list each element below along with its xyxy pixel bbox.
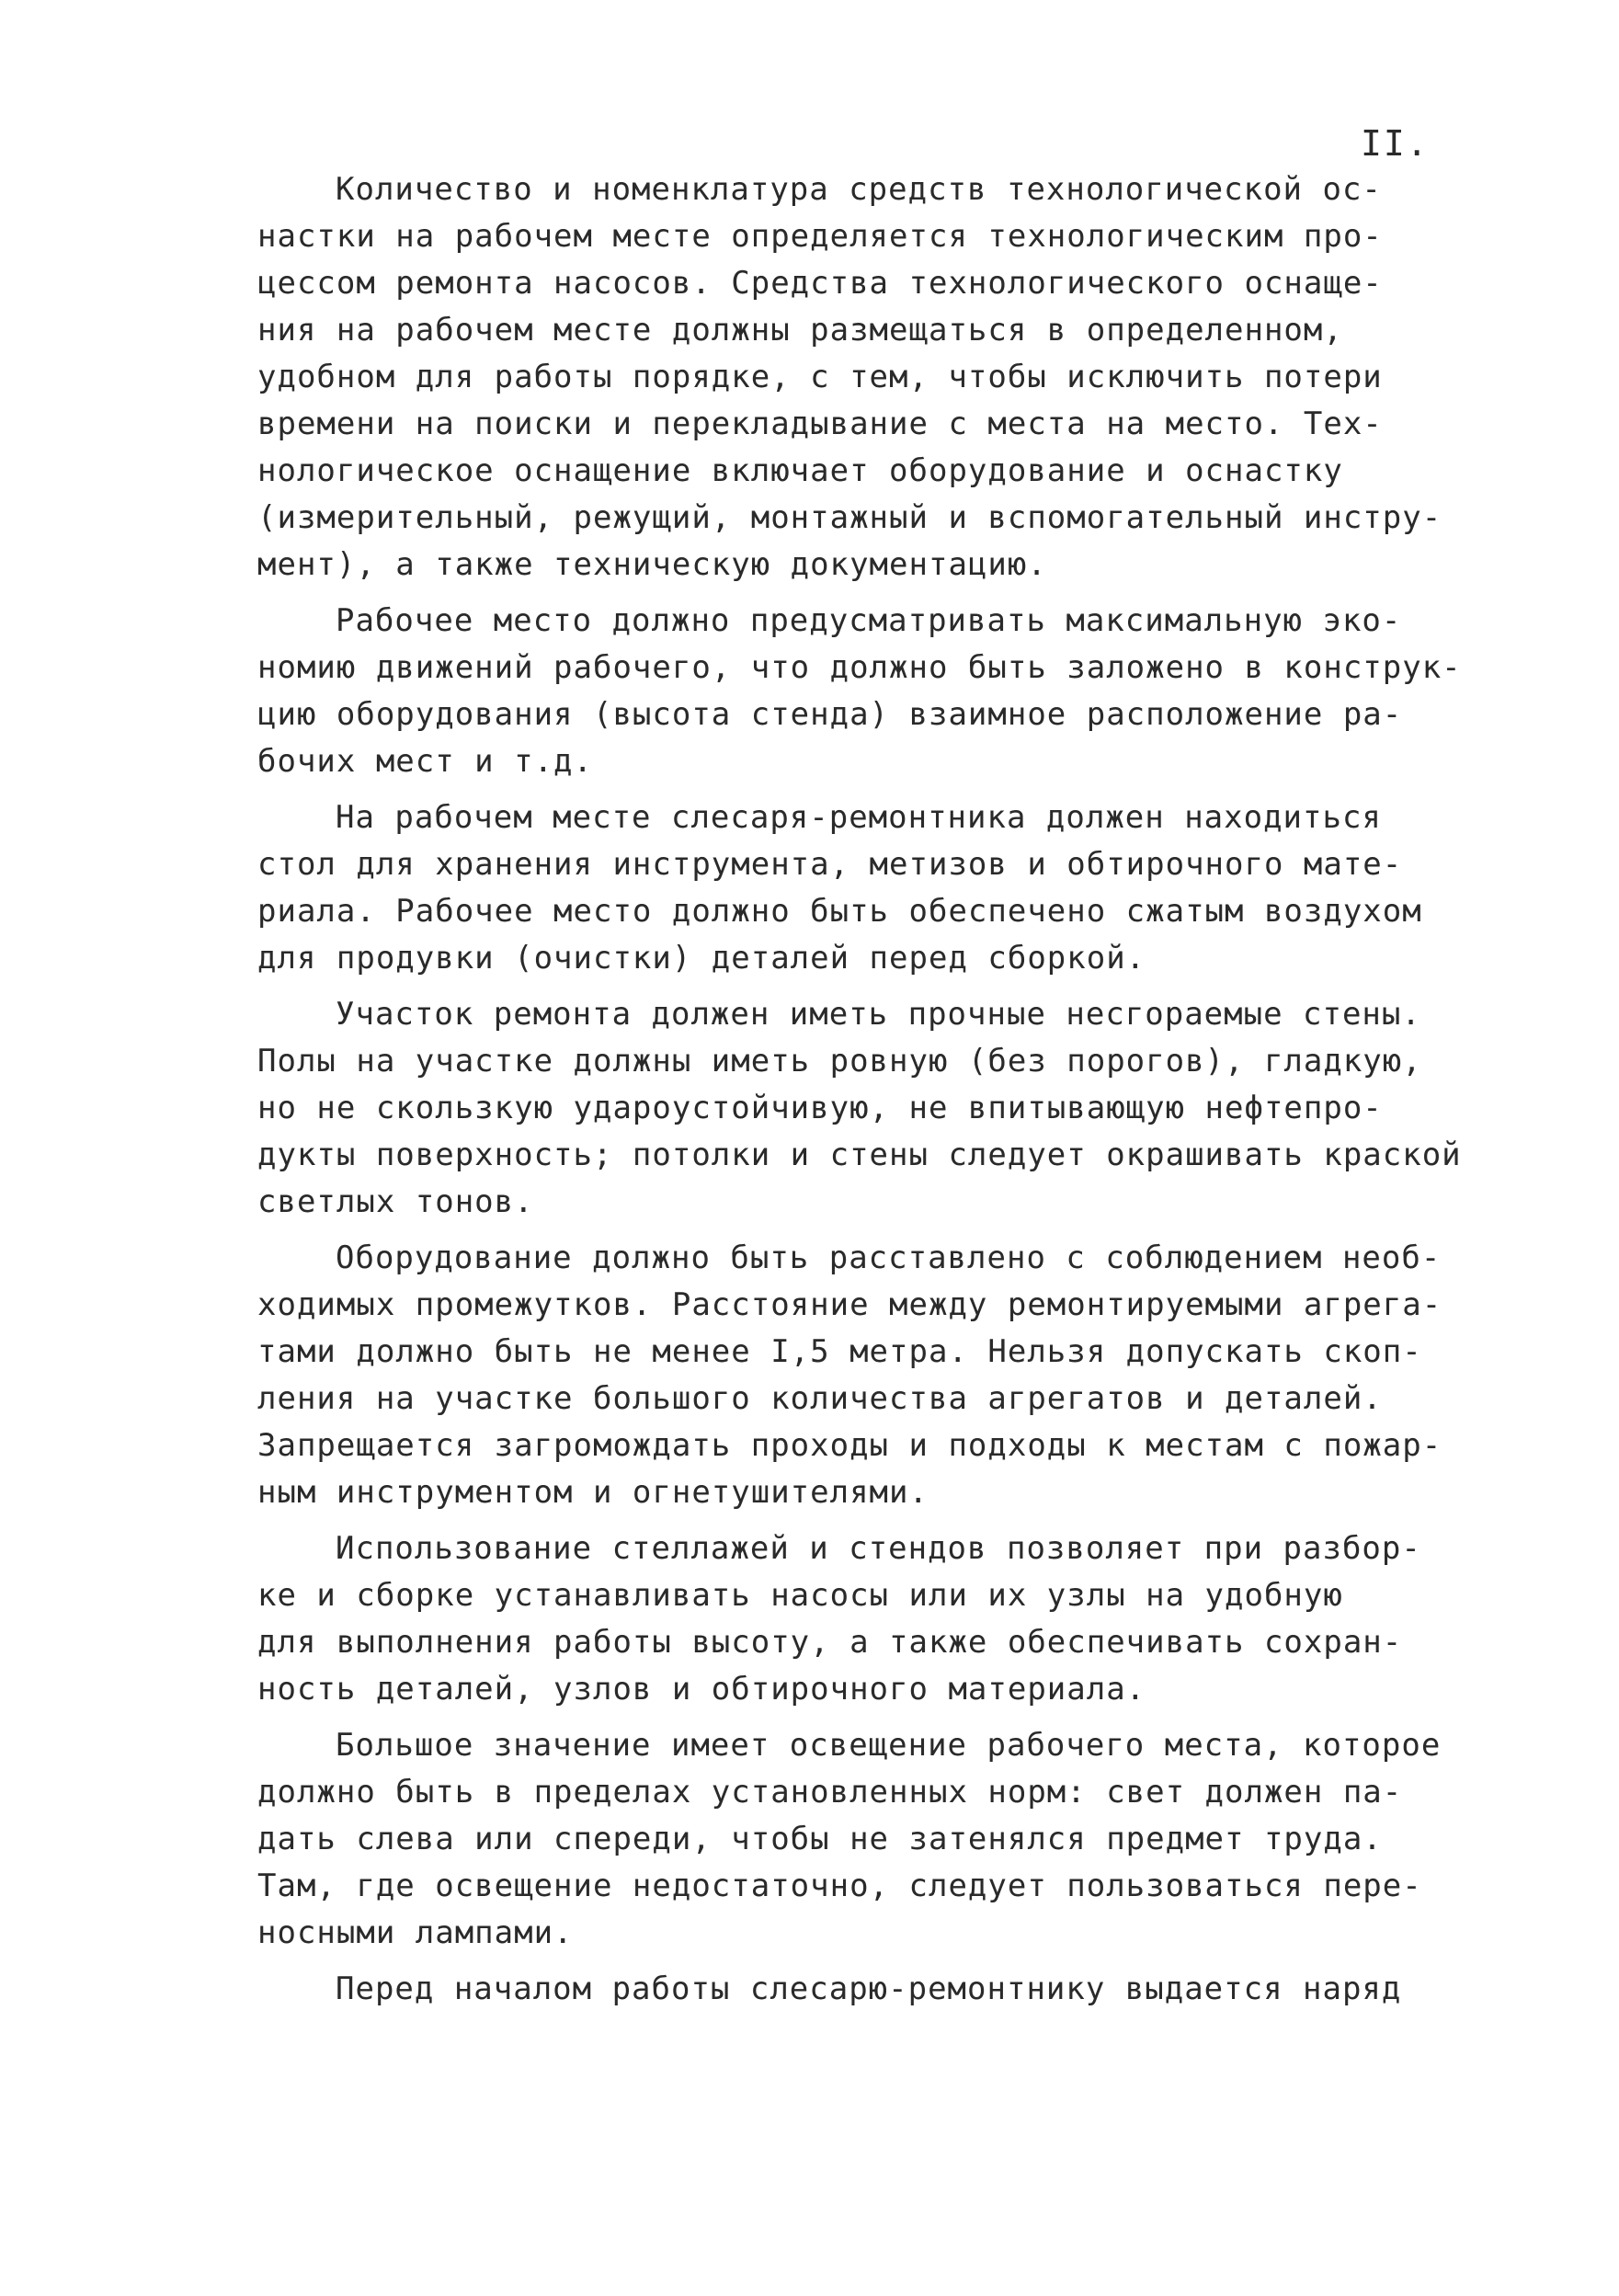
text-line: светлых тонов. — [257, 1183, 534, 1220]
page-number: II. — [1361, 123, 1430, 164]
text-line: времени на поиски и перекладывание с места на место. Тех- — [257, 406, 1383, 442]
text-line: бочих мест и т.д. — [257, 743, 593, 780]
text-line: но не скользкую удароустойчивую, не впитывающую нефтепро- — [257, 1090, 1383, 1126]
text-line: ность деталей, узлов и обтирочного материала. — [257, 1671, 1146, 1708]
text-line: для продувки (очистки) деталей перед сборкой. — [257, 940, 1146, 977]
text-line: ке и сборке устанавливать насосы или их узлы на удобную — [257, 1577, 1343, 1614]
text-line: Большое значение имеет освещение рабочего места, которое — [336, 1727, 1442, 1764]
text-line: стол для хранения инструмента, метизов и обтирочного мате- — [257, 846, 1403, 883]
text-line: номию движений рабочего, что должно быть заложено в конструк- — [257, 649, 1462, 686]
text-line: риала. Рабочее место должно быть обеспечено сжатым воздухом — [257, 893, 1422, 930]
text-line: удобном для работы порядке, с тем, чтобы исключить потери — [257, 359, 1383, 395]
text-line: дать слева или спереди, чтобы не затенялся предмет труда. — [257, 1821, 1383, 1857]
text-line: Полы на участке должны иметь ровную (без порогов), гладкую, — [257, 1043, 1422, 1079]
text-line: Использование стеллажей и стендов позволяет при разбор- — [336, 1530, 1421, 1567]
text-line: Рабочее место должно предусматривать максимальную эко- — [336, 602, 1402, 639]
text-line: нологическое оснащение включает оборудование и оснастку — [257, 452, 1343, 489]
text-line: мент), а также техническую документацию. — [257, 546, 1047, 583]
text-line: должно быть в пределах установленных норм: свет должен па- — [257, 1774, 1403, 1811]
text-line: ходимых промежутков. Расстояние между ремонтируемыми агрега- — [257, 1286, 1442, 1323]
text-line: Перед началом работы слесарю-ремонтнику выдается наряд — [336, 1970, 1402, 2007]
text-line: для выполнения работы высоту, а также обеспечивать сохран- — [257, 1624, 1403, 1661]
text-line: Участок ремонта должен иметь прочные несгораемые стены. — [336, 996, 1421, 1033]
text-line: цию оборудования (высота стенда) взаимное расположение ра- — [257, 696, 1403, 733]
text-line: Запрещается загромождать проходы и подходы к местам с пожар- — [257, 1427, 1442, 1464]
text-line: ным инструментом и огнетушителями. — [257, 1474, 929, 1511]
text-line: ления на участке большого количества агрегатов и деталей. — [257, 1380, 1383, 1417]
text-line: Оборудование должно быть расставлено с соблюдением необ- — [336, 1239, 1442, 1276]
text-line: ния на рабочем месте должны размещаться в определенном, — [257, 312, 1343, 348]
text-line: Количество и номенклатура средств технологической ос- — [336, 171, 1382, 208]
text-line: настки на рабочем месте определяется технологическим про- — [257, 218, 1383, 255]
text-line: носными лампами. — [257, 1914, 574, 1951]
text-line: тами должно быть не менее I,5 метра. Нельзя допускать скоп- — [257, 1333, 1422, 1370]
text-line: цессом ремонта насосов. Средства технологического оснаще- — [257, 265, 1383, 302]
text-line: Там, где освещение недостаточно, следует пользоваться пере- — [257, 1868, 1422, 1904]
text-line: На рабочем месте слесаря-ремонтника должен находиться — [336, 799, 1382, 836]
text-line: (измерительный, режущий, монтажный и вспомогательный инстру- — [257, 499, 1442, 536]
text-line: дукты поверхность; потолки и стены следует окрашивать краской — [257, 1137, 1462, 1173]
